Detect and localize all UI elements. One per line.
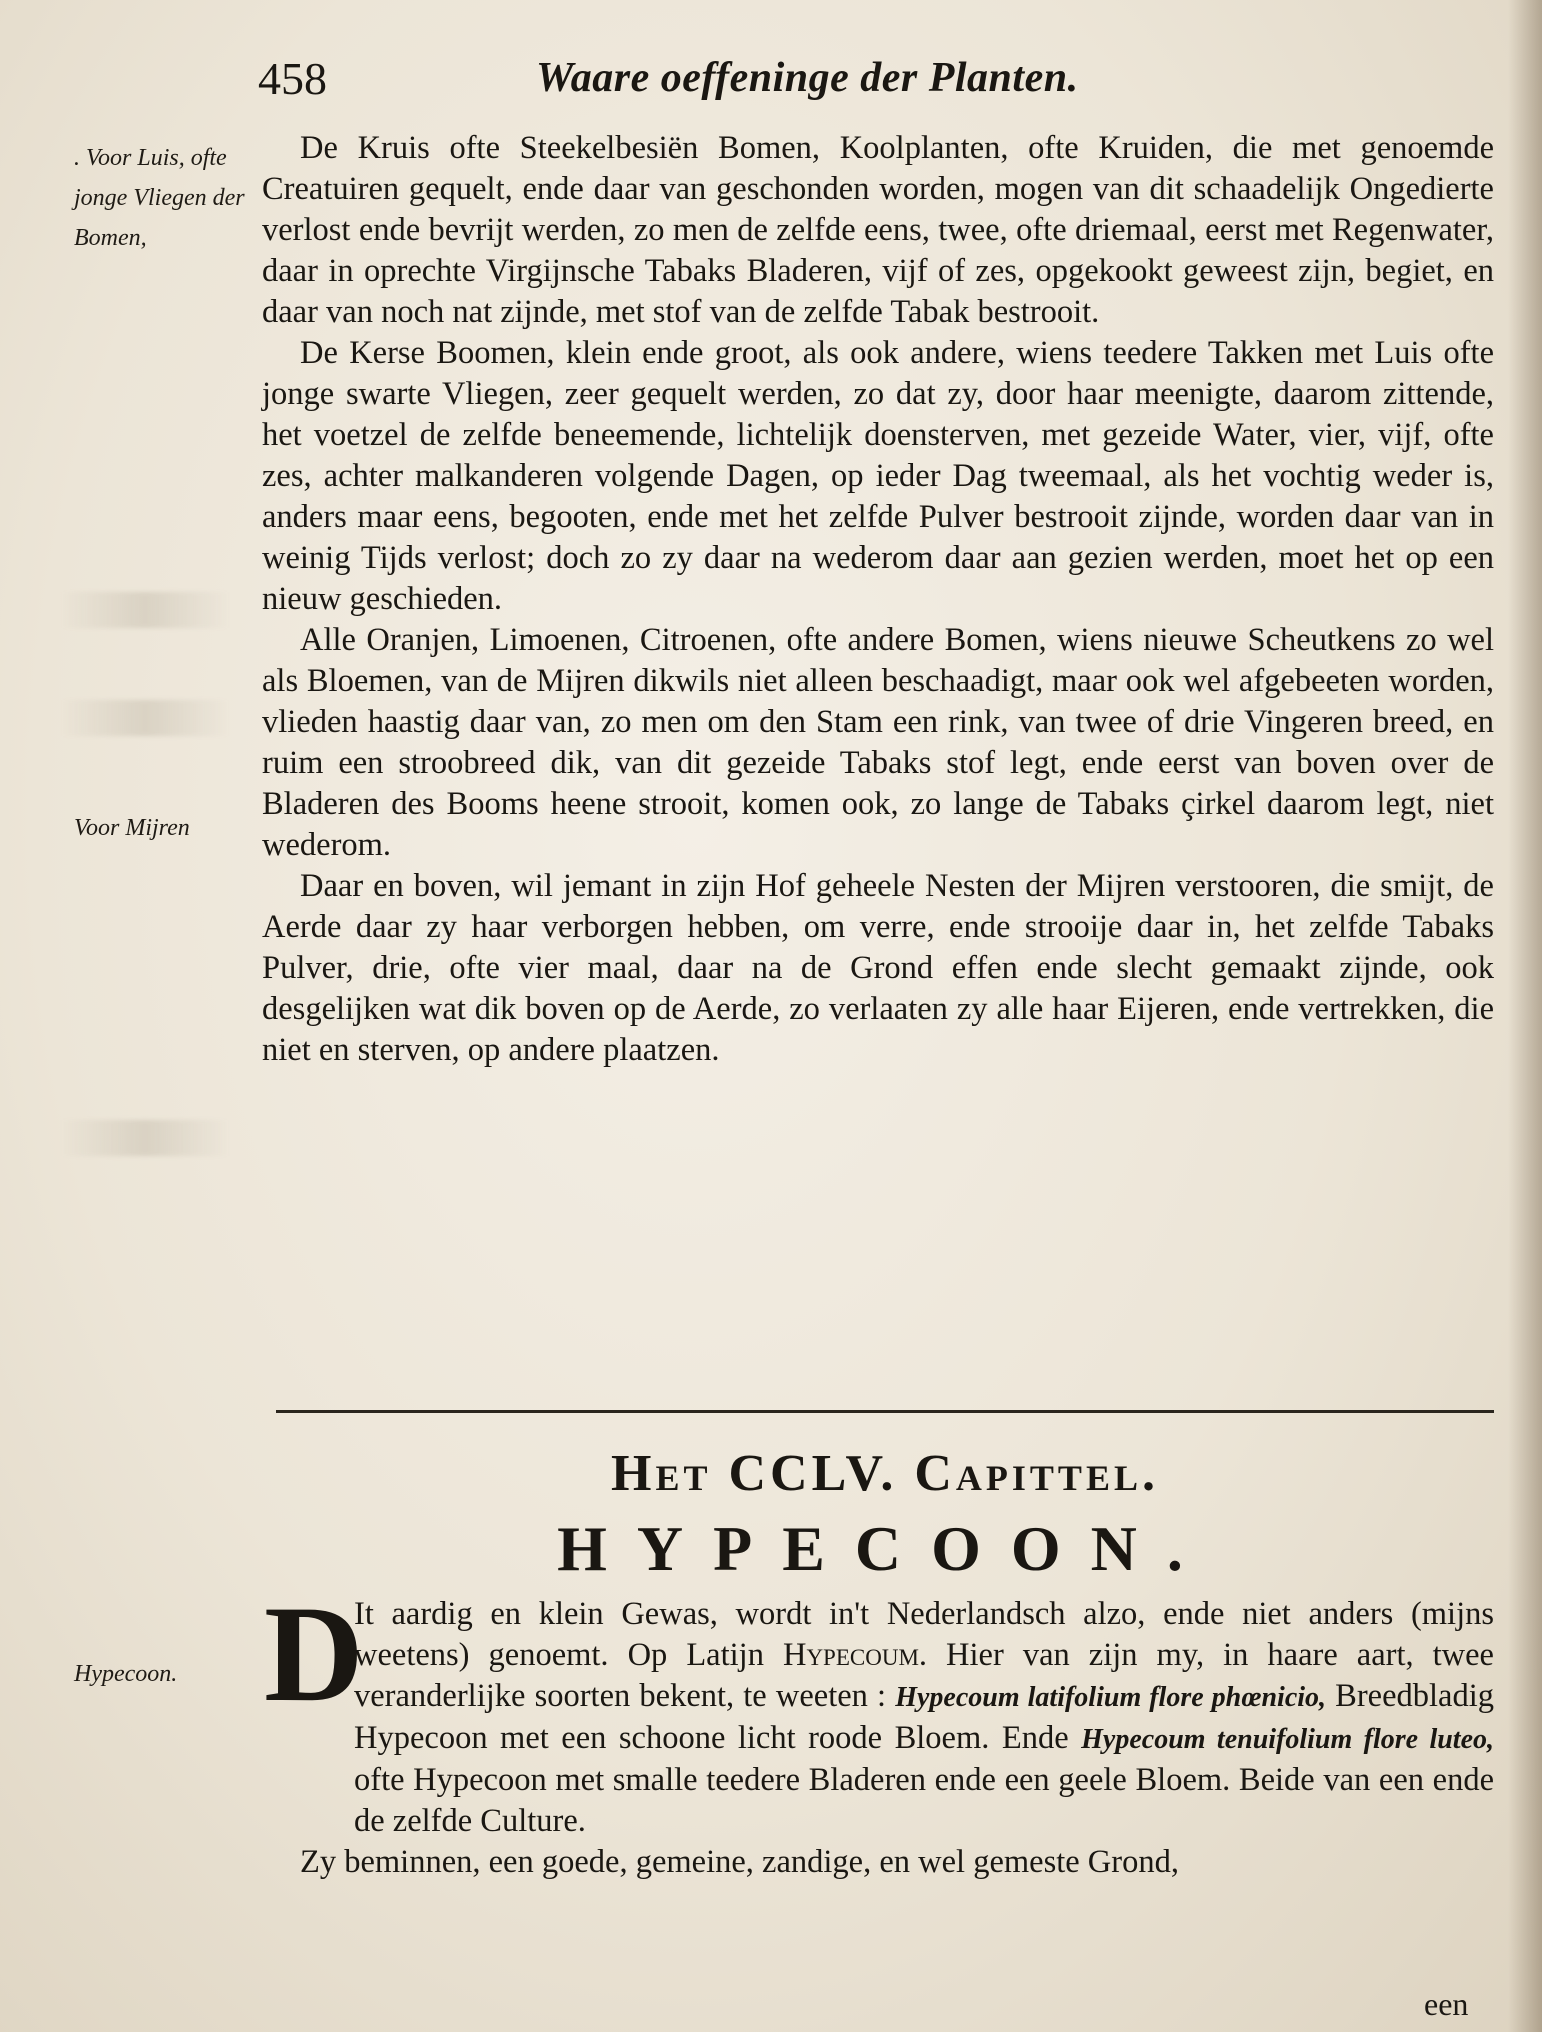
section-divider: [276, 1410, 1494, 1413]
running-title: Waare oeffeninge der Planten.: [536, 55, 1079, 101]
bleed-through: [60, 1120, 230, 1156]
catchword: een: [1424, 1986, 1469, 2022]
main-text: [262, 128, 1494, 1071]
text-run: It aardig en klein Gewas, wordt in't Nederlandsch alzo, ende niet anders (mijns weetens) genoemt. Op Latijn: [354, 1596, 1494, 1673]
latin-name: Hypecoum latifolium flore phœnicio,: [895, 1682, 1327, 1713]
page-header: [258, 52, 1268, 112]
text-run: Breedbladig Hypecoon met een schoone licht roode Bloem. Ende: [354, 1678, 1495, 1756]
margin-note-luis: . Voor Luis, ofte jonge Vliegen der Bomen,: [74, 145, 245, 251]
paragraph: Zy beminnen, een goede, gemeine, zandige, en wel gemeste Grond,: [300, 1844, 1179, 1880]
bleed-through: [60, 592, 230, 628]
paragraph: De Kerse Boomen, klein ende groot, als ook andere, wiens teedere Takken met Luis ofte jonge swarte Vliegen, zeer gequelt werden, zo dat zy, door haar meenigte, daarom zittende, het voetzel de zelfde beneemende, lichtelijk doensterven, met gezeide Water, vier, vijf, ofte zes, achter malkanderen volgende Dagen, op ieder Dag tweemaal, als het vochtig weder is, anders maar eens, begooten, ende met het zelfde Pulver bestrooit zijnde, worden daar van in weinig Tijds verlost; doch zo zy daar na wederom daar aan gezien werden, moet het op een nieuw geschieden.: [262, 335, 1494, 617]
chapter-title: Het CCLV. Capittel.: [611, 1445, 1159, 1502]
page-edge-shadow: [1508, 0, 1542, 2032]
latin-name: Hypecoum tenuifolium flore luteo,: [1081, 1724, 1494, 1755]
paragraph: Daar en boven, wil jemant in zijn Hof geheele Nesten der Mijren verstooren, die smijt, de Aerde daar zy haar verborgen hebben, om verre, ende strooije daar in, het zelfde Tabaks Pulver, drie, ofte vier maal, daar na de Grond effen ende slecht gemaakt zijnde, ook desgelijken wat dik boven op de Aerde, zo verlaaten zy alle haar Eijeren, ende vertrekken, die niet en sterven, op andere plaatzen.: [262, 868, 1494, 1068]
margin-note-mijren: Voor Mijren: [74, 815, 190, 841]
paragraph: De Kruis ofte Steekelbesiën Bomen, Koolplanten, ofte Kruiden, die met genoemde Creatuiren gequelt, ende daar van geschonden worden, mogen van dit schaadelijk Ongedierte verlost ende bevrijt werden, zo men de zelfde eens, twee, ofte driemaal, eerst met Regenwater, daar in oprechte Virgijnsche Tabaks Bladeren, vijf of zes, opgekookt geweest zijn, begiet, en daar van noch nat zijnde, met stof van de zelfde Tabak bestrooit.: [262, 130, 1494, 330]
chapter-text: [262, 1577, 1495, 1883]
page-number: 458: [258, 53, 327, 104]
bleed-through: [60, 700, 230, 736]
text-run: ofte Hypecoon met smalle teedere Bladeren ende een geele Bloem. Beide van een ende de zelfde Culture.: [354, 1762, 1494, 1839]
paragraph: [262, 1577, 1495, 1842]
drop-cap: D: [264, 1577, 364, 1730]
plant-title: HYPECOON.: [557, 1513, 1213, 1584]
latin-genus: Hypecoum.: [782, 1637, 928, 1673]
margin-note-hypecoon: Hypecoon.: [74, 1661, 178, 1687]
paragraph: Alle Oranjen, Limoenen, Citroenen, ofte andere Bomen, wiens nieuwe Scheutkens zo wel als Bloemen, van de Mijren dikwils niet alleen beschaadigt, maar ook wel afgebeeten worden, vlieden haastig daar van, zo men om den Stam een rink, van twee of drie Vingeren breed, en ruim een stroobreed dik, van dit gezeide Tabaks stof legt, ende eerst van boven over de Bladeren des Booms heene strooit, komen ook, zo lange de Tabaks çirkel daarom legt, niet wederom.: [262, 622, 1494, 863]
text-run: Hier van zijn my, in haare aart, twee veranderlijke soorten bekent, te weeten :: [354, 1637, 1494, 1714]
